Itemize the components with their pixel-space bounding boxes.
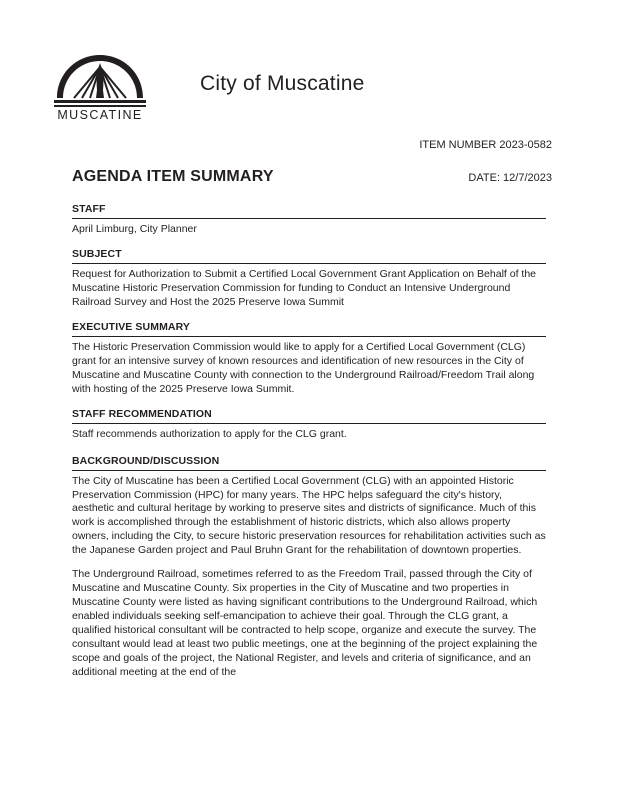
- muscatine-logo-icon: [42, 47, 158, 121]
- section-text: [72, 223, 546, 237]
- logo-wordmark: MUSCATINE: [57, 108, 143, 121]
- paragraph: The Historic Preservation Commission would like to apply for a Certified Local Government (CLG) grant for an intensive survey of known resources and identification of new resources in the City of Muscatine and Muscatine County with connection to the Underground Railroad/Freedom Trail along with hosting of the 2025 Preserve Iowa Summit.: [72, 340, 535, 395]
- section-staff: [72, 203, 546, 237]
- section-text: [72, 341, 546, 397]
- section-background-discussion: [72, 455, 546, 680]
- section-text: [72, 268, 546, 310]
- section-heading: SUBJECT: [72, 248, 546, 264]
- section-text: [72, 428, 546, 442]
- city-logo: [0, 47, 200, 121]
- document-header: [0, 0, 618, 134]
- section-text: [72, 475, 546, 680]
- document-body: [72, 203, 546, 692]
- paragraph: The Underground Railroad, sometimes referred to as the Freedom Trail, passed through the City of Muscatine and Muscatine County. Six properties in the City of Muscatine and two properties in Muscatine County were listed as having significant contributions to the Underground Railroad, which enabled individuals seeking self-emancipation to achieve their goal. Through the CLG grant, a qualified historical consultant will be contracted to help scope, organize and execute the survey. The consultant would lead at least two public meetings, one at the beginning of the project explaining the scope and goals of the project, the National Register, and levels and criteria of significance, and an additional meeting at the end of the: [72, 568, 538, 678]
- paragraph: Request for Authorization to Submit a Certified Local Government Grant Application on Behalf of the Muscatine Historic Preservation Commission for funding to Conduct an Intensive Underground Railroad Survey and Host the 2025 Preserve Iowa Summit: [72, 267, 537, 308]
- document-date: DATE: 12/7/2023: [468, 172, 552, 184]
- section-heading: BACKGROUND/DISCUSSION: [72, 455, 546, 471]
- section-heading: STAFF: [72, 203, 546, 219]
- section-executive-summary: [72, 321, 546, 397]
- page-title: AGENDA ITEM SUMMARY: [72, 168, 274, 185]
- section-staff-recommendation: [72, 408, 546, 442]
- section-subject: [72, 248, 546, 310]
- paragraph: Staff recommends authorization to apply for the CLG grant.: [72, 427, 347, 440]
- section-heading: EXECUTIVE SUMMARY: [72, 321, 546, 337]
- section-heading: STAFF RECOMMENDATION: [72, 408, 546, 424]
- paragraph: The City of Muscatine has been a Certified Local Government (CLG) with an appointed Historic Preservation Commission (HPC) for many years. The HPC helps safeguard the city's history, aesthetic and cultural heritage by working to preserve sites and districts of significance. Much of this work is accomplished through the establishment of historic districts, which also allows property owners, including the City, to secure historic preservation resources for rehabilitation activities such as the Japanese Garden project and Paul Bruhn Grant for the rehabilitation of downtown properties.: [72, 474, 546, 557]
- item-number: ITEM NUMBER 2023-0582: [419, 139, 552, 151]
- paragraph: April Limburg, City Planner: [72, 223, 197, 235]
- city-title: City of Muscatine: [200, 72, 365, 95]
